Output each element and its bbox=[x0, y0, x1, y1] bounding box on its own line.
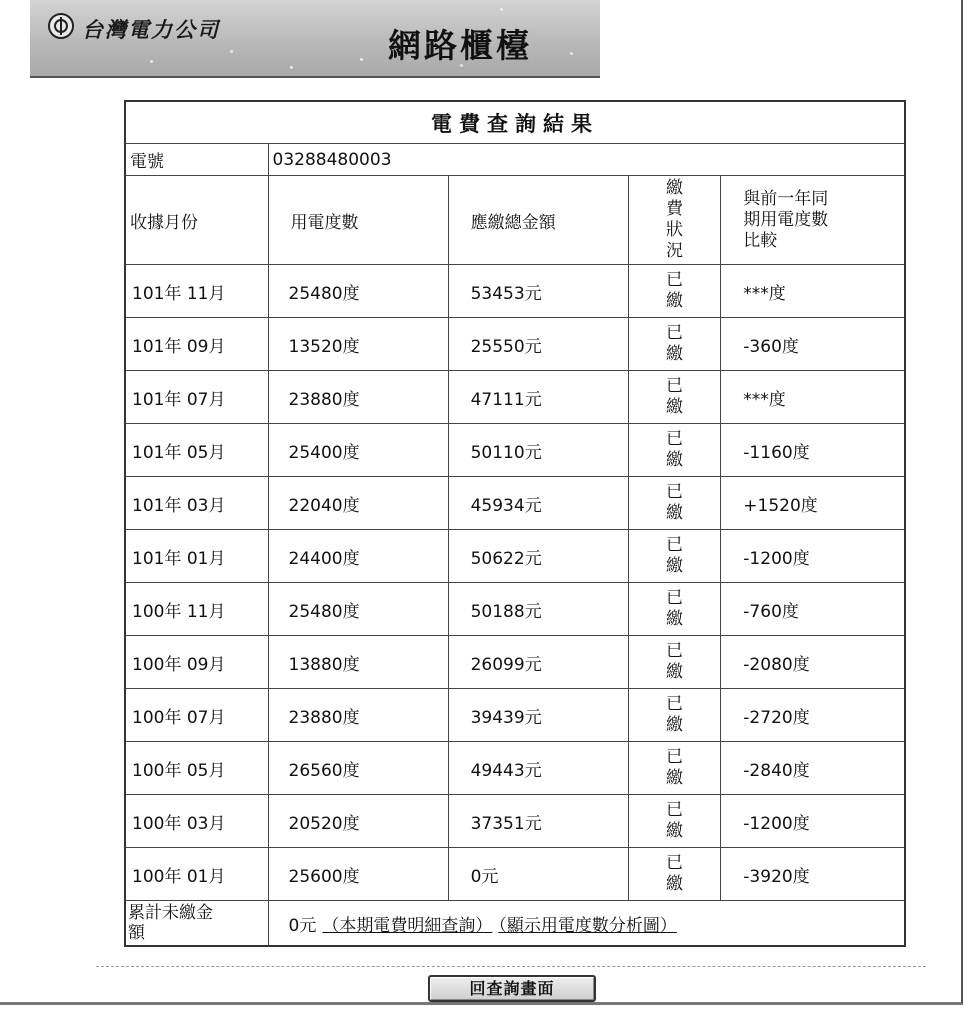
row-compare: -2840度 bbox=[721, 742, 905, 795]
table-row bbox=[125, 583, 905, 636]
bill-details-link[interactable]: （本期電費明細查詢） bbox=[322, 915, 493, 936]
row-status-line: 繳 bbox=[665, 821, 683, 841]
table-row bbox=[125, 742, 905, 795]
row-usage: 13520度 bbox=[268, 318, 448, 371]
table-row bbox=[125, 265, 905, 318]
row-status-line: 繳 bbox=[665, 397, 683, 417]
row-compare: -1160度 bbox=[721, 424, 905, 477]
column-header-status-line: 狀 bbox=[665, 220, 683, 240]
table-row bbox=[125, 848, 905, 901]
row-amount: 50188元 bbox=[448, 583, 628, 636]
meter-number-label: 電號 bbox=[125, 144, 268, 176]
unpaid-total-label bbox=[125, 901, 268, 947]
table-row bbox=[125, 318, 905, 371]
column-header-compare-line: 與前一年同 bbox=[743, 188, 829, 209]
row-usage: 24400度 bbox=[268, 530, 448, 583]
row-usage: 25480度 bbox=[268, 583, 448, 636]
table-title: 電費查詢結果 bbox=[125, 101, 905, 144]
row-compare: -760度 bbox=[721, 583, 905, 636]
unpaid-total-cell bbox=[268, 901, 905, 947]
row-month: 100年 03月 bbox=[125, 795, 268, 848]
row-compare: ***度 bbox=[721, 265, 905, 318]
row-month: 100年 11月 bbox=[125, 583, 268, 636]
row-status-line: 繳 bbox=[665, 344, 683, 364]
row-amount: 0元 bbox=[448, 848, 628, 901]
column-header-row bbox=[125, 176, 905, 265]
table-row bbox=[125, 424, 905, 477]
row-usage: 22040度 bbox=[268, 477, 448, 530]
row-status-line: 已 bbox=[665, 323, 683, 343]
row-usage: 13880度 bbox=[268, 636, 448, 689]
row-amount: 50622元 bbox=[448, 530, 628, 583]
row-status bbox=[628, 424, 721, 477]
row-status bbox=[628, 318, 721, 371]
row-compare: -360度 bbox=[721, 318, 905, 371]
row-amount: 50110元 bbox=[448, 424, 628, 477]
table-row bbox=[125, 530, 905, 583]
page-header-title: 網路櫃檯 bbox=[388, 26, 532, 65]
row-compare: ***度 bbox=[721, 371, 905, 424]
table-row bbox=[125, 636, 905, 689]
row-status bbox=[628, 265, 721, 318]
row-status-line: 已 bbox=[665, 429, 683, 449]
row-month: 100年 05月 bbox=[125, 742, 268, 795]
row-status-line: 繳 bbox=[665, 503, 683, 523]
row-usage: 25600度 bbox=[268, 848, 448, 901]
table-row bbox=[125, 371, 905, 424]
row-status-line: 繳 bbox=[665, 715, 683, 735]
column-header-compare-line: 期用電度數 bbox=[743, 209, 829, 230]
row-status-line: 繳 bbox=[665, 450, 683, 470]
row-status-line: 繳 bbox=[665, 662, 683, 682]
row-status bbox=[628, 530, 721, 583]
row-month: 101年 05月 bbox=[125, 424, 268, 477]
row-compare: -2080度 bbox=[721, 636, 905, 689]
row-status-line: 繳 bbox=[665, 291, 683, 311]
row-status bbox=[628, 742, 721, 795]
column-header-status-line: 況 bbox=[665, 241, 683, 261]
row-amount: 26099元 bbox=[448, 636, 628, 689]
row-status bbox=[628, 371, 721, 424]
row-status-line: 已 bbox=[665, 800, 683, 820]
unpaid-total-label-line: 累計未繳金 bbox=[128, 903, 213, 923]
row-amount: 47111元 bbox=[448, 371, 628, 424]
row-amount: 53453元 bbox=[448, 265, 628, 318]
row-status-line: 繳 bbox=[665, 556, 683, 576]
column-header-amount: 應繳總金額 bbox=[448, 176, 628, 265]
row-status bbox=[628, 477, 721, 530]
row-month: 100年 01月 bbox=[125, 848, 268, 901]
bill-result-table bbox=[124, 100, 906, 947]
column-header-month: 收據月份 bbox=[125, 176, 268, 265]
back-to-query-button[interactable]: 回查詢畫面 bbox=[428, 975, 596, 1002]
row-compare: -1200度 bbox=[721, 795, 905, 848]
row-compare: -1200度 bbox=[721, 530, 905, 583]
row-usage: 26560度 bbox=[268, 742, 448, 795]
site-header bbox=[30, 0, 600, 78]
row-status-line: 繳 bbox=[665, 609, 683, 629]
row-usage: 25480度 bbox=[268, 265, 448, 318]
row-month: 101年 11月 bbox=[125, 265, 268, 318]
table-row bbox=[125, 477, 905, 530]
row-status-line: 已 bbox=[665, 376, 683, 396]
table-row bbox=[125, 795, 905, 848]
row-usage: 23880度 bbox=[268, 371, 448, 424]
row-amount: 37351元 bbox=[448, 795, 628, 848]
row-status bbox=[628, 583, 721, 636]
row-status-line: 已 bbox=[665, 747, 683, 767]
separator-line bbox=[96, 966, 926, 967]
column-header-status-line: 費 bbox=[665, 199, 683, 219]
row-status-line: 已 bbox=[665, 853, 683, 873]
row-status-line: 已 bbox=[665, 270, 683, 290]
row-status-line: 已 bbox=[665, 535, 683, 555]
row-compare: -2720度 bbox=[721, 689, 905, 742]
usage-chart-link[interactable]: （顯示用電度數分析圖） bbox=[498, 915, 677, 936]
column-header-usage: 用電度數 bbox=[268, 176, 448, 265]
row-usage: 20520度 bbox=[268, 795, 448, 848]
column-header-status bbox=[628, 176, 721, 265]
company-name: 台灣電力公司 bbox=[82, 17, 220, 42]
row-status-line: 已 bbox=[665, 694, 683, 714]
row-status-line: 已 bbox=[665, 482, 683, 502]
row-month: 100年 07月 bbox=[125, 689, 268, 742]
row-amount: 25550元 bbox=[448, 318, 628, 371]
column-header-status-line: 繳 bbox=[665, 178, 683, 198]
row-month: 100年 09月 bbox=[125, 636, 268, 689]
taipower-logo-icon bbox=[48, 13, 74, 39]
unpaid-total-value: 0元 bbox=[288, 915, 317, 936]
row-month: 101年 03月 bbox=[125, 477, 268, 530]
table-row bbox=[125, 689, 905, 742]
row-status-line: 已 bbox=[665, 641, 683, 661]
row-status-line: 繳 bbox=[665, 874, 683, 894]
row-status bbox=[628, 795, 721, 848]
row-month: 101年 07月 bbox=[125, 371, 268, 424]
row-amount: 49443元 bbox=[448, 742, 628, 795]
row-usage: 25400度 bbox=[268, 424, 448, 477]
row-compare: +1520度 bbox=[721, 477, 905, 530]
row-status-line: 繳 bbox=[665, 768, 683, 788]
row-amount: 39439元 bbox=[448, 689, 628, 742]
row-amount: 45934元 bbox=[448, 477, 628, 530]
row-usage: 23880度 bbox=[268, 689, 448, 742]
row-month: 101年 09月 bbox=[125, 318, 268, 371]
row-status bbox=[628, 636, 721, 689]
row-compare: -3920度 bbox=[721, 848, 905, 901]
row-status-line: 已 bbox=[665, 588, 683, 608]
unpaid-total-row bbox=[125, 901, 905, 947]
meter-number-value: 03288480003 bbox=[268, 144, 905, 176]
unpaid-total-label-line: 額 bbox=[128, 923, 145, 943]
column-header-compare bbox=[721, 176, 905, 265]
row-status bbox=[628, 689, 721, 742]
row-month: 101年 01月 bbox=[125, 530, 268, 583]
column-header-compare-line: 比較 bbox=[743, 230, 778, 251]
row-status bbox=[628, 848, 721, 901]
